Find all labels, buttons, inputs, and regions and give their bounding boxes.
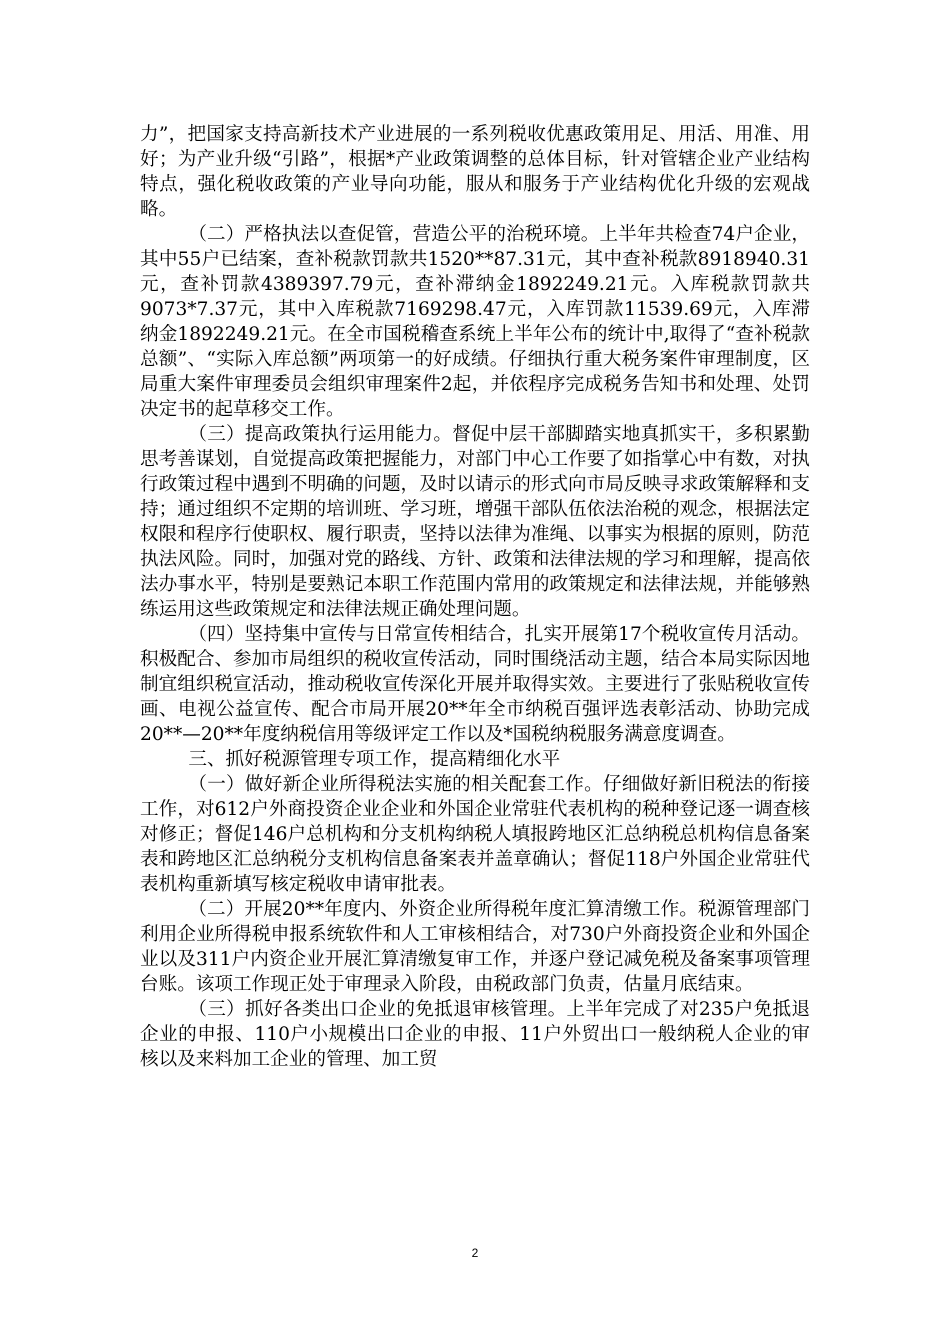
- document-body: [140, 122, 810, 1072]
- paragraph-annual-settlement: （二）开展20**年度内、外资企业所得税年度汇算清缴工作。税源管理部门利用企业所得税申报系统软件和人工审核相结合，对730户外商投资企业和外国企业以及311户内资企业开展汇算清缴复审工作，并逐户登记减免税及备案事项管理台账。该项工作现正处于审理录入阶段，由税政部门负责，估量月底结束。: [140, 899, 810, 995]
- paragraph-export-refund: （三）抓好各类出口企业的免抵退审核管理。上半年完成了对235户免抵退企业的申报、110户小规模出口企业的申报、11户外贸出口一般纳税人企业的审核以及来料加工企业的管理、加工贸: [140, 999, 810, 1070]
- paragraph-new-income-tax-law: （一）做好新企业所得税法实施的相关配套工作。仔细做好新旧税法的衔接工作，对612户外商投资企业企业和外国企业常驻代表机构的税种登记逐一调查核对修正；督促146户总机构和分支机构纳税人填报跨地区汇总纳税总机构信息备案表和跨地区汇总纳税分支机构信息备案表并盖章确认；督促118户外国企业常驻代表机构重新填写核定税收申请审批表。: [140, 774, 810, 895]
- paragraph-tax-publicity: （四）坚持集中宣传与日常宣传相结合，扎实开展第17个税收宣传月活动。积极配合、参加市局组织的税收宣传活动，同时围绕活动主题，结合本局实际因地制宜组织税宣活动，推动税收宣传深化开展并取得实效。主要进行了张贴税收宣传画、电视公益宣传、配合市局开展20**年全市纳税百强评选表彰活动、协助完成20**—20**年度纳税信用等级评定工作以及*国税纳税服务满意度调查。: [140, 624, 810, 745]
- paragraph-continuation: 力”，把国家支持高新技术产业进展的一系列税收优惠政策用足、用活、用准、用好；为产业升级“引路”，根据*产业政策调整的总体目标，针对管辖企业产业结构特点，强化税收政策的产业导向功能，服从和服务于产业结构优化升级的宏观战略。: [140, 124, 810, 220]
- section-heading-tax-source: 三、抓好税源管理专项工作，提高精细化水平: [188, 749, 561, 770]
- page-number: 2: [471, 1246, 479, 1260]
- paragraph-strict-enforcement: （二）严格执法以查促管，营造公平的治税环境。上半年共检查74户企业，其中55户已结案，查补税款罚款共1520**87.31元，其中查补税款8918940.31元，查补罚款4389397.79元，查补滞纳金1892249.21元。入库税款罚款共9073*7.37元，其中入库税款7169298.47元，入库罚款11539.69元，入库滞纳金1892249.21元。在全市国税稽查系统上半年公布的统计中,取得了“查补税款总额”、“实际入库总额”两项第一的好成绩。仔细执行重大税务案件审理制度，区局重大案件审理委员会组织审理案件2起，并依程序完成税务告知书和处理、处罚决定书的起草移交工作。: [140, 224, 810, 420]
- paragraph-policy-capability: （三）提高政策执行运用能力。督促中层干部脚踏实地真抓实干，多积累勤思考善谋划，自觉提高政策把握能力，对部门中心工作要了如指掌心中有数，对执行政策过程中遇到不明确的问题，及时以请示的形式向市局反映寻求政策解释和支持；通过组织不定期的培训班、学习班，增强干部队伍依法治税的观念，根据法定权限和程序行使职权、履行职责，坚持以法律为准绳、以事实为根据的原则，防范执法风险。同时，加强对党的路线、方针、政策和法律法规的学习和理解，提高依法办事水平，特别是要熟记本职工作范围内常用的政策规定和法律法规，并能够熟练运用这些政策规定和法律法规正确处理问题。: [140, 424, 810, 620]
